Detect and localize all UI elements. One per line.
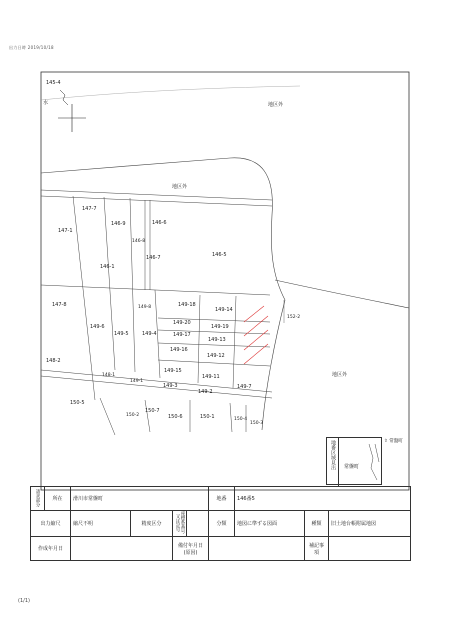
parcel-label: 147-8 bbox=[52, 302, 67, 308]
inset-title: 地番区域見出 bbox=[330, 440, 336, 470]
supplementary-label: 補記事項 bbox=[305, 537, 329, 561]
register-info-table bbox=[30, 486, 411, 561]
parcel-label: 146-8 bbox=[132, 239, 146, 244]
inset-place-label: 常盤町 bbox=[344, 464, 360, 470]
parcel-label: 149-1 bbox=[130, 379, 144, 384]
parcel-label: 149-14 bbox=[215, 307, 233, 313]
parcel-label: 149-19 bbox=[211, 324, 229, 330]
installation-date-value bbox=[209, 537, 305, 561]
district-index-inset bbox=[326, 437, 382, 485]
installation-date-label: 備付年月日(原因) bbox=[173, 537, 209, 561]
parcel-label: 146-6 bbox=[152, 220, 167, 226]
parcel-label: 149-11 bbox=[202, 374, 220, 380]
supplementary-value bbox=[329, 537, 411, 561]
output-scale-value: 縮尺不明 bbox=[71, 511, 131, 537]
lot-number-value: 146番5 bbox=[235, 487, 411, 511]
map-frame bbox=[41, 72, 409, 490]
page-indicator: (1/1) bbox=[18, 598, 30, 604]
creation-date-label: 作成年月日 bbox=[31, 537, 71, 561]
parcel-label: 149-7 bbox=[237, 384, 252, 390]
creation-date-value bbox=[71, 537, 173, 561]
coordinate-system-label: 座標系番号又は記号 bbox=[173, 511, 187, 537]
parcel-label: 149-12 bbox=[207, 353, 225, 359]
coordinate-system-value bbox=[187, 511, 209, 537]
parcel-label: 152-2 bbox=[287, 315, 301, 320]
north-arrow-icon: ⇧ bbox=[384, 439, 388, 444]
parcel-label: 149-2 bbox=[198, 389, 213, 395]
compass-label: ⇧ 常盤町 bbox=[384, 439, 403, 444]
location-value: 滑川市常盤町 bbox=[71, 487, 209, 511]
location-label: 所在 bbox=[45, 487, 71, 511]
parcel-label: 150-3 bbox=[250, 421, 264, 426]
parcel-label: 146-1 bbox=[100, 264, 115, 270]
parcel-label: 149-15 bbox=[164, 368, 182, 374]
parcel-label: 150-4 bbox=[234, 417, 248, 422]
parcel-label: 147-1 bbox=[58, 228, 73, 234]
parcel-label: 150-6 bbox=[168, 414, 183, 420]
output-scale-label: 出力縮尺 bbox=[31, 511, 71, 537]
parcel-label: 146-5 bbox=[212, 252, 227, 258]
parcel-label: 149-13 bbox=[208, 337, 226, 343]
parcel-label: 150-2 bbox=[126, 413, 140, 418]
outside-district-label: 地区外 bbox=[268, 102, 284, 108]
parcel-label: 149-8 bbox=[138, 305, 152, 310]
type-value: 旧土地台帳附属地図 bbox=[329, 511, 411, 537]
outside-district-label: 地区外 bbox=[332, 372, 348, 378]
parcel-label: 149-4 bbox=[142, 331, 157, 337]
parcel-label: 149-16 bbox=[170, 347, 188, 353]
parcel-label: 149-6 bbox=[90, 324, 105, 330]
inset-map-icon bbox=[367, 444, 381, 480]
parcel-label: 148-2 bbox=[46, 358, 61, 364]
request-part-label: 請求部分 bbox=[31, 487, 45, 511]
parcel-label: 149-17 bbox=[173, 332, 191, 338]
parcel-label: 147-7 bbox=[82, 206, 97, 212]
lot-number-label: 地番 bbox=[209, 487, 235, 511]
water-label: 水 bbox=[43, 100, 49, 106]
parcel-label: 149-3 bbox=[163, 383, 178, 389]
parcel-label: 148-1 bbox=[102, 373, 116, 378]
parcel-label: 146-9 bbox=[111, 221, 126, 227]
classification-value: 地図に準ずる図面 bbox=[235, 511, 305, 537]
parcel-label: 149-20 bbox=[173, 320, 191, 326]
parcel-label: 150-7 bbox=[145, 408, 160, 414]
outside-district-label: 地区外 bbox=[172, 184, 188, 190]
parcel-label: 146-7 bbox=[146, 255, 161, 261]
parcel-label: 150-5 bbox=[70, 400, 85, 406]
parcel-label: 145-4 bbox=[46, 80, 61, 86]
parcel-label: 149-18 bbox=[178, 302, 196, 308]
parcel-label: 149-5 bbox=[114, 331, 129, 337]
type-label: 種類 bbox=[305, 511, 329, 537]
classification-label: 分類 bbox=[209, 511, 235, 537]
accuracy-class-label: 精度区分 bbox=[131, 511, 173, 537]
parcel-label: 150-1 bbox=[200, 414, 215, 420]
output-timestamp: 出力日時 2019/10/18 bbox=[9, 45, 54, 50]
